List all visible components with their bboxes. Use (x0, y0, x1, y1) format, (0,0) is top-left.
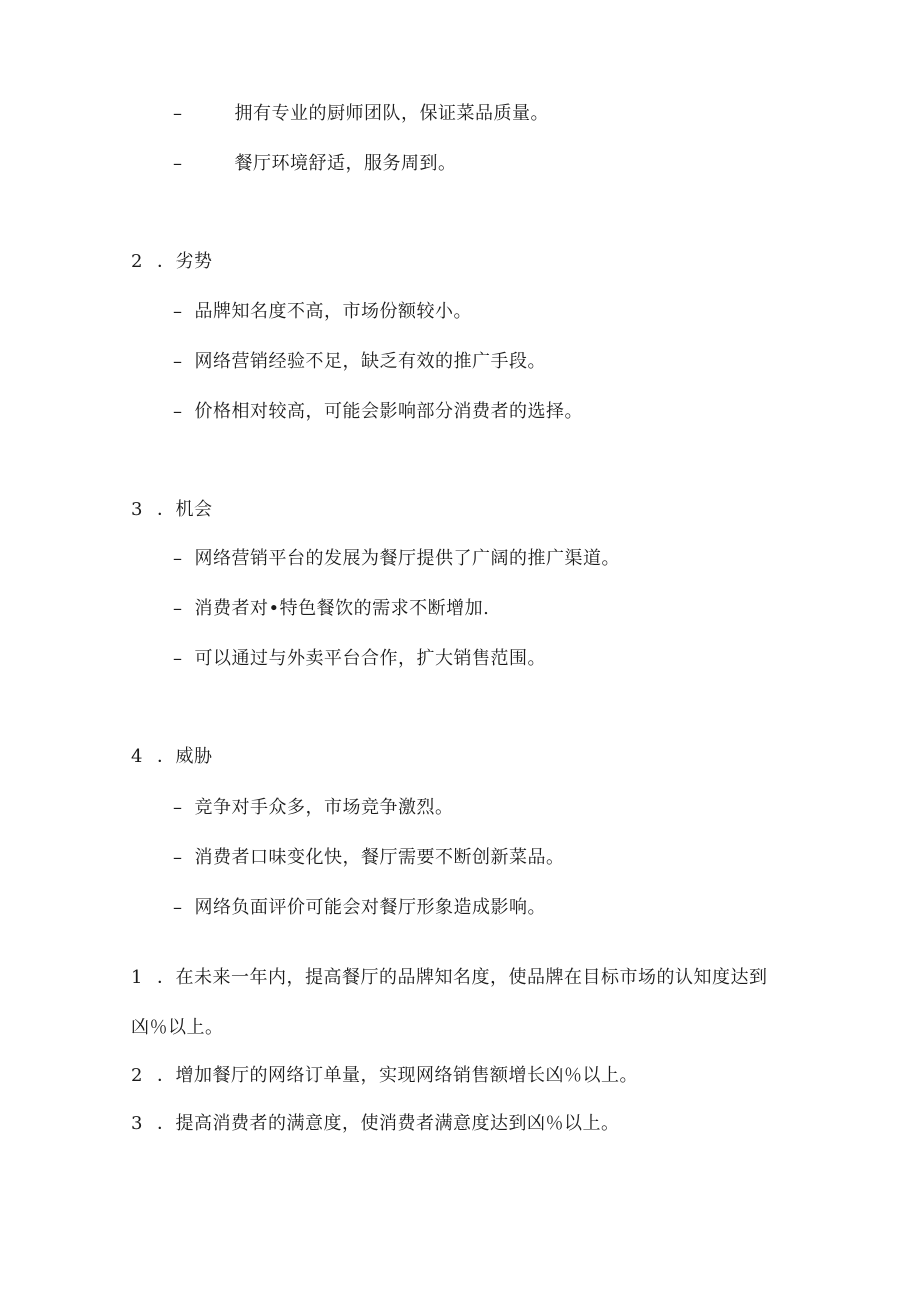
bullet-dash: – (173, 648, 183, 669)
list-item (173, 300, 472, 324)
list-item-text: 价格相对较高，可能会影响部分消费者的选择。 (194, 401, 583, 422)
bullet-dash: – (173, 897, 183, 918)
bullet-dash: – (173, 598, 183, 619)
goal-text: ．增加餐厅的网络订单量，实现网络销售额增长凶％以上。 (157, 1065, 638, 1086)
list-item (173, 647, 546, 671)
strength-item-text: 拥有专业的厨师团队，保证菜品质量。 (234, 103, 549, 124)
bullet-dash: – (173, 847, 183, 868)
list-item (173, 896, 546, 920)
list-item (173, 846, 565, 870)
section-heading (131, 745, 213, 769)
section-heading (131, 498, 213, 522)
list-item (173, 400, 583, 424)
list-item-text: 消费者对•特色餐饮的需求不断增加. (194, 598, 490, 619)
list-item (173, 350, 546, 374)
goal-text: 凶％以上。 (131, 1017, 224, 1038)
section-heading (131, 250, 213, 274)
list-item-text: 网络负面评价可能会对餐厅形象造成影响。 (194, 897, 546, 918)
goal-item (131, 966, 768, 990)
bullet-dash: – (173, 797, 183, 818)
section-number: 2 (131, 251, 143, 272)
goal-text: ．提高消费者的满意度，使消费者满意度达到凶％以上。 (157, 1113, 620, 1134)
strength-item-text: 餐厅环境舒适，服务周到。 (234, 153, 457, 174)
section-number: 3 (131, 499, 143, 520)
bullet-dash: – (173, 301, 183, 322)
list-item-text: 网络营销经验不足，缺乏有效的推广手段。 (194, 351, 546, 372)
goal-item (131, 1112, 620, 1136)
goal-number: 1 (131, 967, 143, 988)
bullet-dash: – (173, 153, 183, 174)
section-title: ．威胁 (157, 746, 213, 767)
bullet-dash: – (173, 548, 183, 569)
bullet-dash: – (173, 351, 183, 372)
goal-item (131, 1064, 638, 1088)
list-item (173, 597, 489, 621)
strength-item (173, 152, 457, 176)
goal-item-continuation (131, 1016, 224, 1040)
goal-number: 3 (131, 1113, 143, 1134)
section-title: ．劣势 (157, 251, 213, 272)
bullet-dash: – (173, 103, 183, 124)
goal-number: 2 (131, 1065, 143, 1086)
section-title: ．机会 (157, 499, 213, 520)
section-number: 4 (131, 746, 143, 767)
list-item-text: 消费者口味变化快，餐厅需要不断创新菜品。 (194, 847, 565, 868)
list-item-text: 竞争对手众多，市场竞争激烈。 (194, 797, 454, 818)
bullet-dash: – (173, 401, 183, 422)
list-item-text: 网络营销平台的发展为餐厅提供了广阔的推广渠道。 (194, 548, 620, 569)
list-item (173, 796, 454, 820)
goal-text: ．在未来一年内，提高餐厅的品牌知名度，使品牌在目标市场的认知度达到 (157, 967, 768, 988)
list-item (173, 547, 620, 571)
list-item-text: 可以通过与外卖平台合作，扩大销售范围。 (194, 648, 546, 669)
strength-item (173, 102, 549, 126)
list-item-text: 品牌知名度不高，市场份额较小。 (194, 301, 472, 322)
